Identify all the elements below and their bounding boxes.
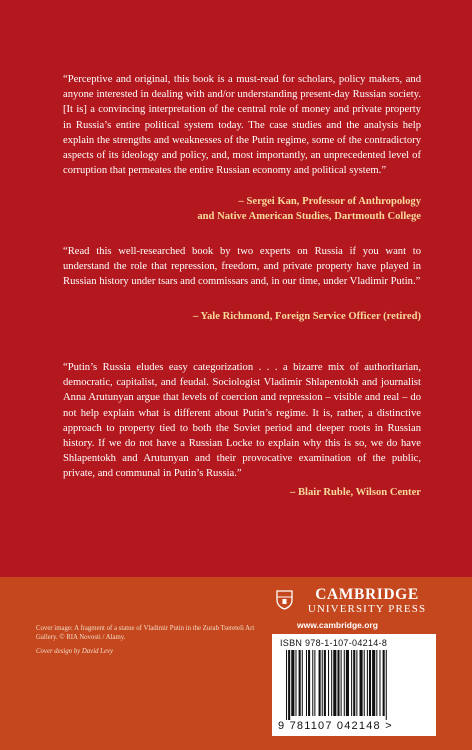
review-quote-richmond: “Read this well-researched book by two experts on Russia if you want to understand the role that repression, freedom, and private property have played in Russian history under tsars and commissars and, in our time, under Vladimir Putin.” <box>63 246 421 288</box>
review-attribution-kan <box>197 194 421 224</box>
review-attribution-ruble: – Blair Ruble, Wilson Center <box>290 487 421 498</box>
isbn-barcode <box>272 634 436 736</box>
barcode-bars <box>278 650 430 720</box>
barcode-digits: 9 781107 042148 > <box>278 720 393 732</box>
isbn-label: ISBN 978-1-107-04214-8 <box>280 638 388 648</box>
review-quote-kan: “Perceptive and original, this book is a must-read for scholars, policy makers, and anyone interested in dealing with and/or understanding present-day Russian society. [It is] a convincing interpretation of the central role of money and private property in Russia’s entire political system today. The case studies and the analysis help explain the strengths and weaknesses of the Putin regime, some of the contradictory aspects of its ideology and policy, and, most importantly, an unprecedented level of corruption that permeates the entire Russian economy and political system.” <box>63 74 421 177</box>
publisher-name: CAMBRIDGE <box>315 586 419 603</box>
attribution-line: and Native American Studies, Dartmouth College <box>197 211 421 223</box>
publisher-url: www.cambridge.org <box>297 620 378 630</box>
publisher-logo <box>297 586 437 616</box>
review-quote-ruble: “Putin’s Russia eludes easy categorization . . . a bizarre mix of authoritarian, democratic, capitalist, and feudal. Sociologist Vladimir Shlapentokh and journalist Anna Arutunyan argue that levels of coercion and repression – visible and real – do not help explain what is different about Putin’s regime. It is, rather, a distinctive approach to property tied to both the Soviet period and deeper roots in Russian history. If we do not have a Russian Locke to explain why this is so, we do have Shlapentokh and Arutunyan and their provocative examination of the public, private, and communal in Putin’s Russia.” <box>63 362 421 480</box>
cover-image-credit: Cover image: A fragment of a statue of Vladimir Putin in the Zurab Tsereteli Art Gallery. © RIA Novosti / Alamy. <box>36 625 255 642</box>
review-attribution-richmond: – Yale Richmond, Foreign Service Officer (retired) <box>192 311 421 322</box>
cambridge-crest-icon <box>276 590 293 610</box>
cover-design-credit: Cover design by David Levy <box>36 648 114 655</box>
publisher-subtitle: UNIVERSITY PRESS <box>307 603 427 615</box>
attribution-line: – Sergei Kan, Professor of Anthropology <box>238 196 421 207</box>
